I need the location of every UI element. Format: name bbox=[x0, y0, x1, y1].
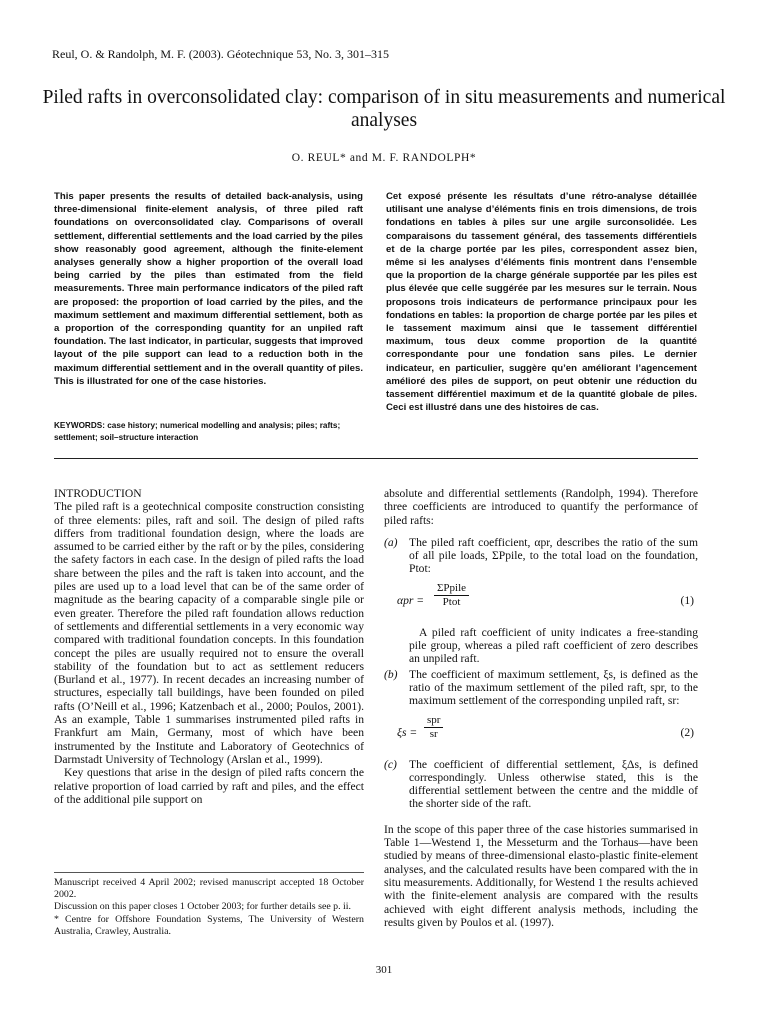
footnote-received: Manuscript received 4 April 2002; revised manuscript accepted 18 October 2002. bbox=[54, 877, 364, 901]
equation-2-denominator: sr bbox=[429, 727, 438, 740]
equation-2-lhs: ξs = bbox=[397, 725, 418, 739]
equation-1 bbox=[384, 582, 698, 620]
coefficients-intro: absolute and differential settlements (Randolph, 1994). Therefore three coefficients are introduced to quantify the performance of piled rafts: bbox=[384, 487, 698, 527]
equation-2-numerator: spr bbox=[424, 714, 443, 728]
list-text-a: The piled raft coefficient, αpr, describes the ratio of the sum of all pile loads, ΣPpile, to the total load on the foundation, Ptot: bbox=[409, 535, 698, 576]
section-heading-introduction: INTRODUCTION bbox=[54, 487, 142, 500]
list-text-c: The coefficient of differential settlement, ξΔs, is defined correspondingly. Unless otherwise stated, this is the differential settlement between the centre and the middle of the shorter side of the raft. bbox=[409, 757, 698, 811]
citation-line: Reul, O. & Randolph, M. F. (2003). Géotechnique 53, No. 3, 301–315 bbox=[52, 47, 390, 61]
equation-1-fraction bbox=[434, 582, 469, 610]
footnote-discussion: Discussion on this paper closes 1 October 2003; for further details see p. ii. bbox=[54, 901, 352, 913]
right-column bbox=[384, 487, 698, 929]
scope-paragraph: In the scope of this paper three of the case histories summarised in Table 1—Westend 1, the Messeturm and the Torhaus—have been studied by means of three-dimensional elasto-plastic finite-element analyses, and the calculated results have been compared with the in situ measurements. Additionally, for Westend 1 the results achieved with the finite-element analysis are compared with the results achieved with eight different analysis methods, including the results given by Poulos et al. (1997). bbox=[384, 822, 698, 929]
abstract-french: Cet exposé présente les résultats d’une rétro-analyse détaillée utilisant une analyse d’éléments finis en trois dimensions, de trois fondations en tables à piles sur une argile surconsolidée. Les comparaisons du tassement général, des tassements différentiels et de la charge portée par les piles, correspondent assez bien, même si les analyses d’éléments finis montrent dans l’ensemble que la proportion de la charge générale supportée par les piles est plus élevée que celle suggérée par les mesures sur le terrain. Nous proposons trois indicateurs de performance principaux pour les fondations en tables: la proportion de charge portée par les piles et le tassement maximum ainsi que le tassement différentiel maximum, tous deux comme proportion de la quantité correspondante pour une fondation sans piles. Le dernier indicateur, en particulier, suggère qu’en améliorant l’agencement amélioré des piles de support, on peut obtenir une réduction du tassement différentiel maximum et de la quantité globale de piles. Ceci est illustré dans une des histoires de cas. bbox=[386, 191, 697, 414]
list-label-a: (a) bbox=[384, 535, 398, 549]
page-number: 301 bbox=[375, 964, 393, 976]
equation-2 bbox=[384, 714, 698, 752]
list-item-a bbox=[384, 536, 698, 576]
footnote-divider bbox=[54, 872, 364, 873]
list-label-b: (b) bbox=[384, 667, 398, 681]
equation-1-numerator: ΣPpile bbox=[434, 582, 469, 596]
authors: O. REUL* and M. F. RANDOLPH* bbox=[291, 152, 477, 164]
list-label-c: (c) bbox=[384, 757, 397, 771]
list-item-b bbox=[384, 668, 698, 708]
equation-2-number: (2) bbox=[680, 725, 694, 739]
intro-paragraph-2: Key questions that arise in the design of piled rafts concern the relative proportion of load carried by raft and piles, and the effect of the additional pile support on bbox=[54, 766, 364, 806]
footnotes bbox=[54, 877, 364, 938]
list-text-b: The coefficient of maximum settlement, ξs, is defined as the ratio of the maximum settlement of the piled raft, spr, to the maximum settlement of the corresponding unpiled raft, sr: bbox=[409, 667, 698, 708]
abstract-english: This paper presents the results of detailed back-analysis, using three-dimensional finite-element analysis, of three piled raft foundations on overconsolidated clay. Comparisons of overall settlement, differential settlements and the load carried by the piles show reasonably good agreement, although the finite-element analyses generally show a higher proportion of the overall load being carried by the piles than estimated from the field measurements. Three main performance indicators of the piled raft are proposed: the proportion of load carried by the piles, and the maximum settlement and maximum differential settlement, both as a proportion of the corresponding quantity for an unpiled raft foundation. The last indicator, in particular, suggests that improved layout of the pile support can lead to a reduction both in the maximum differential settlement and in the overall quantity of piles. This is illustrated for one of the case histories. bbox=[54, 191, 363, 387]
equation-2-fraction bbox=[424, 714, 443, 742]
header-divider bbox=[54, 458, 698, 459]
keywords: KEYWORDS: case history; numerical modelling and analysis; piles; rafts; settlement; soil–structure interaction bbox=[54, 421, 341, 442]
intro-paragraph-1: The piled raft is a geotechnical composite construction consisting of three elements: piles, raft and soil. The design of piled rafts differs from traditional foundation design, where the loads are assumed to be carried either by the raft or by the piles, considering the safety factors in each case. In the design of piled rafts the load share between the piles and the raft is taken into account, and the piles are used up to a load level that can be of the same order of magnitude as the bearing capacity of a comparable single pile or even greater. Therefore the piled raft foundation allows reduction of settlements and differential settlements in a very economic way compared with traditional foundation concepts. In this foundation concept the piles are usually required not to ensure the overall stability of the foundation but to act as settlement reducers (Burland et al., 1977). In recent decades an increasing number of structures, especially tall buildings, have been founded on piled rafts (O’Neill et al., 1996; Katzenbach et al., 2000; Poulos, 2001). As an example, Table 1 summarises instrumented piled rafts in Frankfurt am Main, Germany, most of which have been instrumented by the Institute and Laboratory of Geotechnics of Darmstadt University of Technology (Arslan et al., 1999). bbox=[54, 500, 364, 766]
equation-1-lhs: αpr = bbox=[397, 593, 425, 607]
left-column bbox=[54, 487, 364, 806]
footnote-affiliation: * Centre for Offshore Foundation Systems, The University of Western Australia, Crawley, Australia. bbox=[54, 913, 364, 937]
list-item-c bbox=[384, 758, 698, 811]
equation-1-number: (1) bbox=[680, 593, 694, 607]
equation-1-denominator: Ptot bbox=[442, 596, 461, 609]
note-piled-raft-coefficient: A piled raft coefficient of unity indicates a free-standing pile group, whereas a piled raft coefficient of zero describes an unpiled raft. bbox=[409, 625, 698, 666]
paper-title: Piled rafts in overconsolidated clay: comparison of in situ measurements and numerical analyses bbox=[42, 87, 726, 131]
